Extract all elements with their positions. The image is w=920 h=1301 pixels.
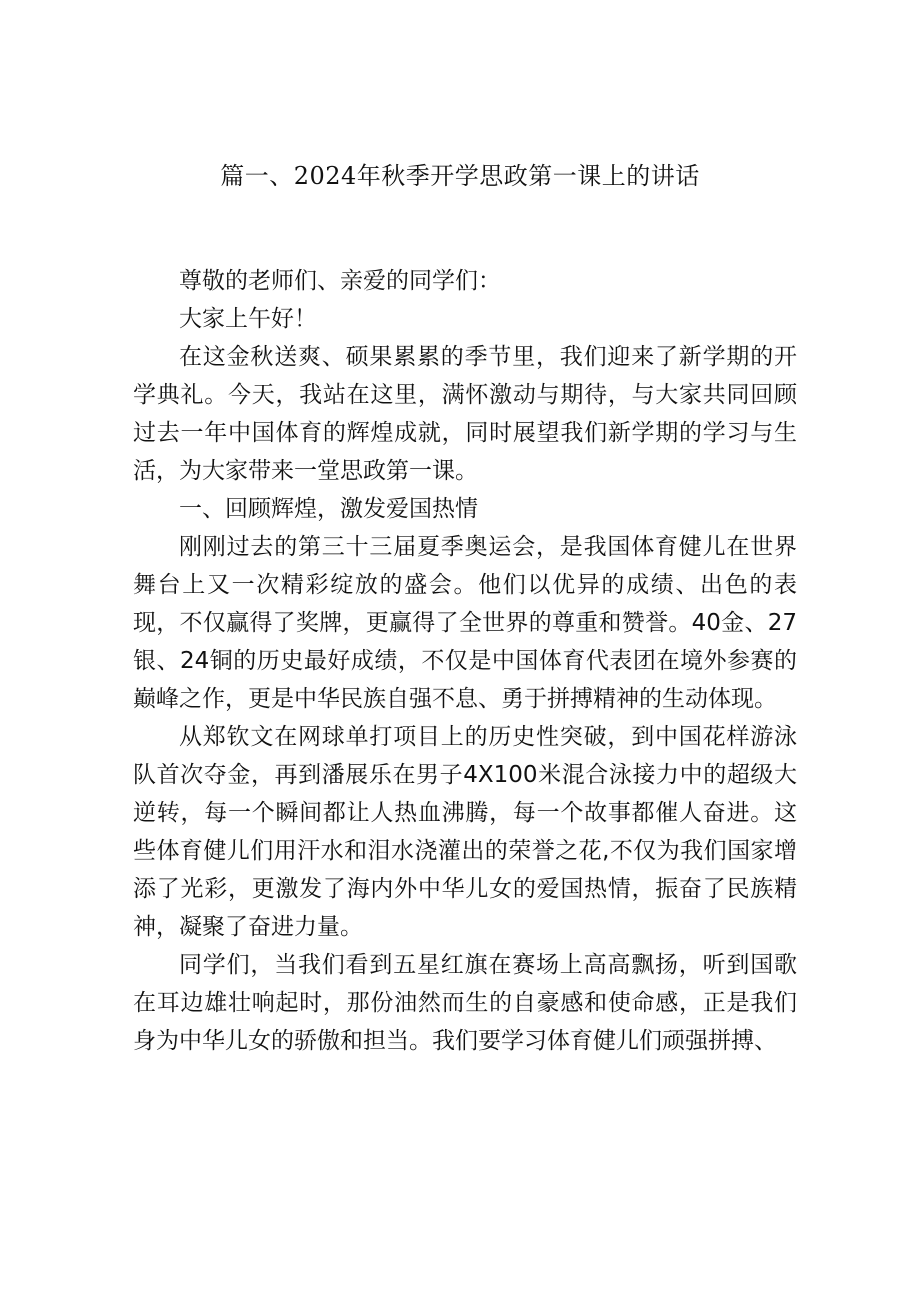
section-heading: 一、回顾辉煌，激发爱国热情 [179, 496, 478, 522]
document-title: 篇一、2024年秋季开学思政第一课上的讲话 [220, 162, 700, 190]
paragraph-intro: 在这金秋送爽、硕果累累的季节里，我们迎来了新学期的开学典礼。今天，我站在这里，满怀激动与期待，与大家共同回顾过去一年中国体育的辉煌成就，同时展望我们新学期的学习与生活，为大家带来一堂思政第一课。 [133, 344, 797, 484]
paragraph-students: 同学们，当我们看到五星红旗在赛场上高高飘扬，听到国歌在耳边雄壮响起时，那份油然而生的自豪感和使命感，正是我们身为中华儿女的骄傲和担当。我们要学习体育健儿们顽强拼搏、 [133, 952, 797, 1054]
paragraph-greeting: 大家上午好！ [179, 306, 317, 332]
paragraph-olympics: 刚刚过去的第三十三届夏季奥运会，是我国体育健儿在世界舞台上又一次精彩绽放的盛会。他们以优异的成绩、出色的表现，不仅赢得了奖牌，更赢得了全世界的尊重和赞誉。40金、27银、24铜的历史最好成绩，不仅是中国体育代表团在境外参赛的巅峰之作，更是中华民族自强不息、勇于拼搏精神的生动体现。 [133, 534, 797, 712]
paragraph-athletes: 从郑钦文在网球单打项目上的历史性突破，到中国花样游泳队首次夺金，再到潘展乐在男子4X100米混合泳接力中的超级大逆转，每一个瞬间都让人热血沸腾，每一个故事都催人奋进。这些体育健儿们用汗水和泪水浇灌出的荣誉之花,不仅为我们国家增添了光彩，更激发了海内外中华儿女的爱国热情，振奋了民族精神，凝聚了奋进力量。 [133, 724, 797, 940]
paragraph-salutation: 尊敬的老师们、亲爱的同学们： [179, 268, 501, 294]
document-body [133, 262, 797, 1060]
